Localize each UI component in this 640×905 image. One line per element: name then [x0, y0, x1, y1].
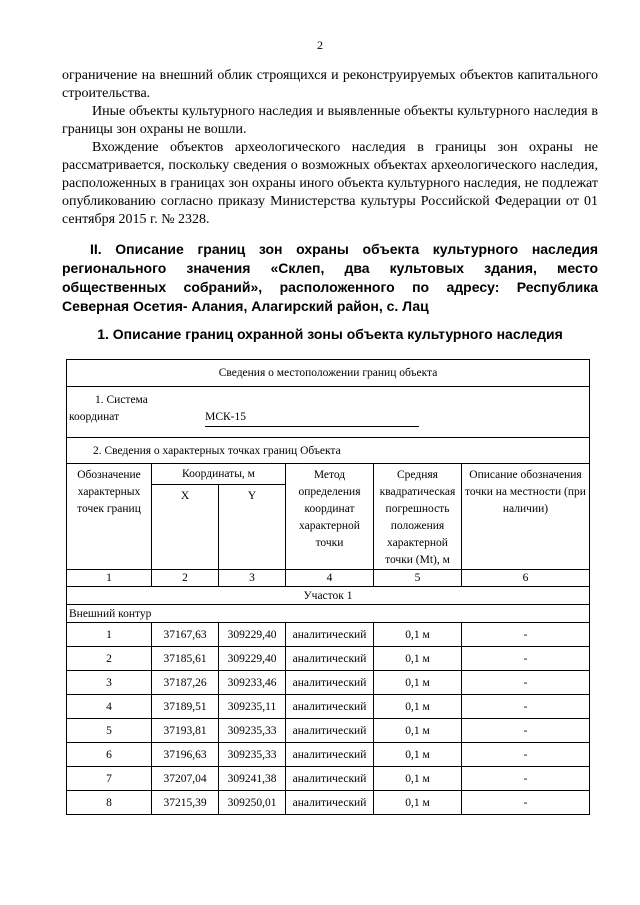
intro-paragraph-3: Вхождение объектов археологического наследия в границы зон охраны не рассматривается, поскольку сведения о возможных объектах археологического наследия, расположенных в границах зон охраны иного объекта культурного наследия, не подлежат опубликованию согласно приказу Министерства культуры Российской Федерации от 01 сентября 2015 г. № 2328. — [62, 140, 598, 227]
point-error: 0,1 м — [374, 671, 462, 695]
table-row — [67, 623, 590, 647]
point-description: - — [462, 623, 590, 647]
point-description: - — [462, 719, 590, 743]
point-method: аналитический — [286, 695, 374, 719]
point-x: 37196,63 — [152, 743, 219, 767]
table-row — [67, 647, 590, 671]
header-designation: Обозначение характерных точек границ — [67, 464, 152, 570]
table-row — [67, 695, 590, 719]
point-y: 309235,33 — [219, 743, 286, 767]
point-y: 309235,33 — [219, 719, 286, 743]
intro-paragraph-1: ограничение на внешний облик строящихся и реконструируемых объектов капитального строительства. — [62, 68, 598, 101]
header-description: Описание обозначения точки на местности (при наличии) — [462, 464, 590, 570]
header-x: X — [152, 485, 219, 570]
col-number: 2 — [152, 570, 219, 587]
point-x: 37187,26 — [152, 671, 219, 695]
table-row — [67, 767, 590, 791]
point-description: - — [462, 767, 590, 791]
contour-label: Внешний контур — [67, 605, 590, 623]
point-number: 2 — [67, 647, 152, 671]
col-number: 3 — [219, 570, 286, 587]
point-number: 1 — [67, 623, 152, 647]
table-title: Сведения о местоположении границ объекта — [67, 360, 590, 387]
point-x: 37185,61 — [152, 647, 219, 671]
point-method: аналитический — [286, 647, 374, 671]
point-error: 0,1 м — [374, 695, 462, 719]
point-error: 0,1 м — [374, 719, 462, 743]
coord-system-label-2: координат — [69, 411, 120, 423]
point-number: 5 — [67, 719, 152, 743]
point-x: 37189,51 — [152, 695, 219, 719]
point-method: аналитический — [286, 791, 374, 815]
header-coordinates: Координаты, м — [152, 464, 286, 485]
point-number: 7 — [67, 767, 152, 791]
point-error: 0,1 м — [374, 743, 462, 767]
point-error: 0,1 м — [374, 623, 462, 647]
boundary-points-table — [66, 359, 590, 815]
points-section-title: 2. Сведения о характерных точках границ Объекта — [67, 438, 590, 464]
point-method: аналитический — [286, 719, 374, 743]
point-method: аналитический — [286, 743, 374, 767]
table-row — [67, 719, 590, 743]
point-x: 37193,81 — [152, 719, 219, 743]
point-description: - — [462, 647, 590, 671]
point-y: 309241,38 — [219, 767, 286, 791]
plot-label: Участок 1 — [67, 587, 590, 605]
column-numbers-row — [67, 570, 590, 587]
point-y: 309229,40 — [219, 647, 286, 671]
point-method: аналитический — [286, 623, 374, 647]
section-title: II. Описание границ зон охраны объекта культурного наследия регионального значения «Склеп, два культовых здания, место общественных собраний», расположенного по адресу: Республика Северная Осетия- Алания, Алагирский район, с. Лац — [62, 241, 598, 314]
header-method: Метод определения координат характерной точки — [286, 464, 374, 570]
col-number: 6 — [462, 570, 590, 587]
coord-system-row — [67, 387, 590, 438]
coord-system-label-1: 1. Система — [95, 394, 148, 406]
table-row — [67, 743, 590, 767]
point-number: 6 — [67, 743, 152, 767]
point-error: 0,1 м — [374, 767, 462, 791]
point-number: 3 — [67, 671, 152, 695]
point-description: - — [462, 791, 590, 815]
point-x: 37207,04 — [152, 767, 219, 791]
col-number: 4 — [286, 570, 374, 587]
point-x: 37167,63 — [152, 623, 219, 647]
page-number: 2 — [317, 38, 323, 52]
coord-system-value: МСК-15 — [205, 409, 419, 427]
subsection-title: 1. Описание границ охранной зоны объекта культурного наследия — [97, 326, 563, 342]
point-x: 37215,39 — [152, 791, 219, 815]
table-row — [67, 791, 590, 815]
col-number: 5 — [374, 570, 462, 587]
point-method: аналитический — [286, 671, 374, 695]
point-error: 0,1 м — [374, 791, 462, 815]
intro-paragraph-2: Иные объекты культурного наследия и выявленные объекты культурного наследия в границы зон охраны не вошли. — [62, 104, 598, 137]
intro-text — [62, 67, 598, 229]
header-error: Средняя квадратическая погрешность положения характерной точки (Mt), м — [374, 464, 462, 570]
point-y: 309235,11 — [219, 695, 286, 719]
point-error: 0,1 м — [374, 647, 462, 671]
point-description: - — [462, 671, 590, 695]
point-method: аналитический — [286, 767, 374, 791]
point-number: 8 — [67, 791, 152, 815]
col-number: 1 — [67, 570, 152, 587]
point-y: 309229,40 — [219, 623, 286, 647]
point-description: - — [462, 695, 590, 719]
point-y: 309250,01 — [219, 791, 286, 815]
table-row — [67, 671, 590, 695]
point-number: 4 — [67, 695, 152, 719]
point-description: - — [462, 743, 590, 767]
point-y: 309233,46 — [219, 671, 286, 695]
header-y: Y — [219, 485, 286, 570]
